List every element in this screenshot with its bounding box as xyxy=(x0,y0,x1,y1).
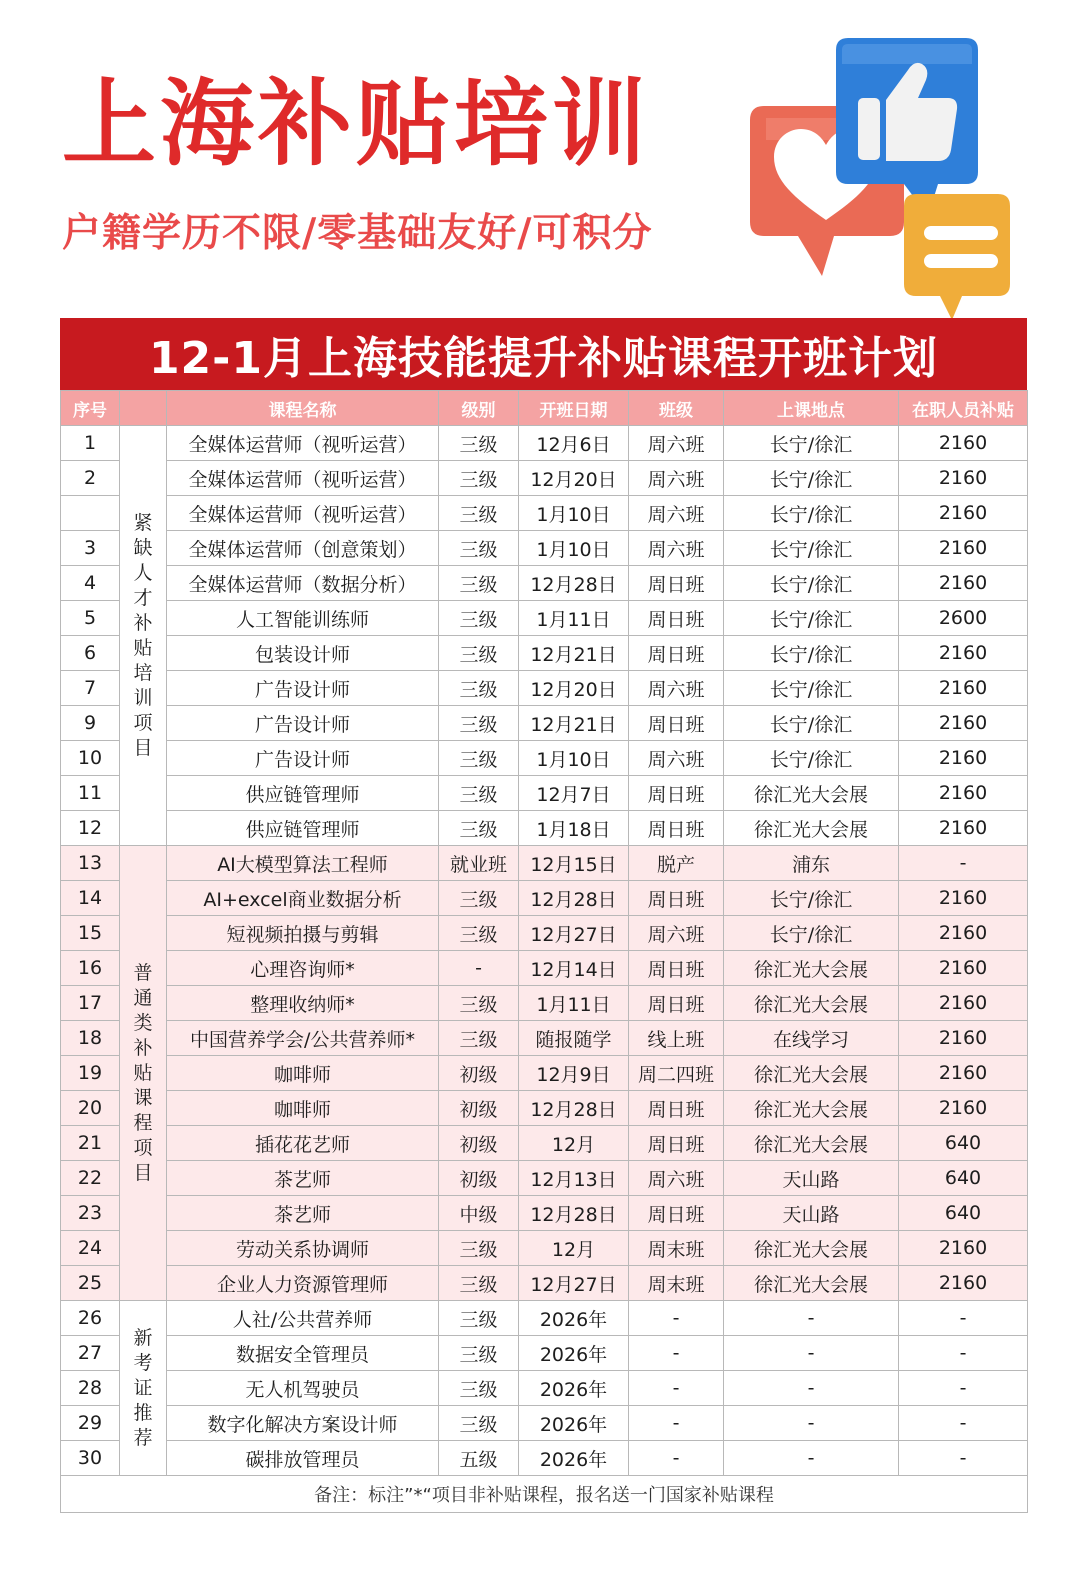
cell-subsidy: 640 xyxy=(899,1161,1028,1196)
cell-class: 周日班 xyxy=(629,706,724,741)
table-row xyxy=(61,1441,1028,1476)
table-row xyxy=(61,426,1028,461)
table-row xyxy=(61,1021,1028,1056)
cell-class: - xyxy=(629,1336,724,1371)
cell-level: 三级 xyxy=(439,496,519,531)
cell-course-name: 广告设计师 xyxy=(167,671,439,706)
cell-no xyxy=(61,496,120,531)
cell-place: 在线学习 xyxy=(724,1021,899,1056)
cell-class: 周六班 xyxy=(629,426,724,461)
cell-start-date: 12月20日 xyxy=(519,671,629,706)
cell-class: 周日班 xyxy=(629,636,724,671)
cell-class: 周六班 xyxy=(629,671,724,706)
cell-place: 徐汇光大会展 xyxy=(724,1126,899,1161)
table-row xyxy=(61,776,1028,811)
cell-place: 长宁/徐汇 xyxy=(724,566,899,601)
group-label-text: 紧缺人才补贴培训项目 xyxy=(133,511,153,759)
table-row xyxy=(61,1091,1028,1126)
cell-course-name: 人工智能训练师 xyxy=(167,601,439,636)
cell-no: 18 xyxy=(61,1021,120,1056)
cell-start-date: 1月10日 xyxy=(519,531,629,566)
cell-no: 16 xyxy=(61,951,120,986)
cell-no: 27 xyxy=(61,1336,120,1371)
cell-no: 25 xyxy=(61,1266,120,1301)
table-row xyxy=(61,881,1028,916)
cell-class: 周六班 xyxy=(629,741,724,776)
cell-level: 三级 xyxy=(439,426,519,461)
cell-start-date: 12月27日 xyxy=(519,916,629,951)
cell-no: 6 xyxy=(61,636,120,671)
table-row xyxy=(61,1231,1028,1266)
cell-course-name: 广告设计师 xyxy=(167,741,439,776)
cell-place: 浦东 xyxy=(724,846,899,881)
cell-place: 长宁/徐汇 xyxy=(724,741,899,776)
cell-level: 三级 xyxy=(439,1231,519,1266)
table-row xyxy=(61,566,1028,601)
cell-subsidy: 2160 xyxy=(899,1021,1028,1056)
table-row xyxy=(61,601,1028,636)
cell-class: 周六班 xyxy=(629,1161,724,1196)
cell-subsidy: - xyxy=(899,1336,1028,1371)
cell-course-name: 心理咨询师* xyxy=(167,951,439,986)
col-header-class: 班级 xyxy=(629,391,724,426)
cell-start-date: 12月7日 xyxy=(519,776,629,811)
course-schedule xyxy=(60,318,1027,1513)
table-row xyxy=(61,1161,1028,1196)
cell-level: 初级 xyxy=(439,1126,519,1161)
cell-subsidy: 2160 xyxy=(899,1231,1028,1266)
cell-place: 长宁/徐汇 xyxy=(724,601,899,636)
cell-no: 12 xyxy=(61,811,120,846)
cell-no: 5 xyxy=(61,601,120,636)
cell-no: 3 xyxy=(61,531,120,566)
table-row xyxy=(61,986,1028,1021)
cell-start-date: 1月18日 xyxy=(519,811,629,846)
cell-place: 天山路 xyxy=(724,1161,899,1196)
cell-start-date: 12月 xyxy=(519,1231,629,1266)
cell-course-name: 全媒体运营师（视听运营） xyxy=(167,461,439,496)
cell-subsidy: 2160 xyxy=(899,1091,1028,1126)
cell-level: 就业班 xyxy=(439,846,519,881)
cell-place: 徐汇光大会展 xyxy=(724,1266,899,1301)
table-row xyxy=(61,916,1028,951)
cell-subsidy: 2160 xyxy=(899,1266,1028,1301)
cell-course-name: 茶艺师 xyxy=(167,1196,439,1231)
cell-no: 2 xyxy=(61,461,120,496)
cell-level: 三级 xyxy=(439,1406,519,1441)
col-header-place: 上课地点 xyxy=(724,391,899,426)
cell-course-name: 数据安全管理员 xyxy=(167,1336,439,1371)
cell-place: 长宁/徐汇 xyxy=(724,916,899,951)
cell-subsidy: 2160 xyxy=(899,881,1028,916)
table-row xyxy=(61,1126,1028,1161)
cell-no: 7 xyxy=(61,671,120,706)
cell-place: - xyxy=(724,1441,899,1476)
table-row xyxy=(61,811,1028,846)
cell-class: - xyxy=(629,1371,724,1406)
cell-class: 周日班 xyxy=(629,951,724,986)
cell-course-name: 人社/公共营养师 xyxy=(167,1301,439,1336)
cell-place: 徐汇光大会展 xyxy=(724,811,899,846)
table-row xyxy=(61,1336,1028,1371)
table-row xyxy=(61,1301,1028,1336)
table-note: 备注：标注”*“项目非补贴课程，报名送一门国家补贴课程 xyxy=(61,1476,1028,1513)
cell-level: 三级 xyxy=(439,671,519,706)
cell-course-name: 无人机驾驶员 xyxy=(167,1371,439,1406)
cell-class: 周二四班 xyxy=(629,1056,724,1091)
cell-level: 三级 xyxy=(439,741,519,776)
cell-subsidy: - xyxy=(899,846,1028,881)
cell-level: 初级 xyxy=(439,1091,519,1126)
cell-place: - xyxy=(724,1406,899,1441)
cell-place: 徐汇光大会展 xyxy=(724,986,899,1021)
cell-start-date: 12月21日 xyxy=(519,706,629,741)
cell-level: 三级 xyxy=(439,1336,519,1371)
cell-level: 五级 xyxy=(439,1441,519,1476)
cell-start-date: 12月28日 xyxy=(519,1091,629,1126)
cell-place: 天山路 xyxy=(724,1196,899,1231)
cell-no: 15 xyxy=(61,916,120,951)
cell-start-date: 12月 xyxy=(519,1126,629,1161)
cell-no: 29 xyxy=(61,1406,120,1441)
cell-subsidy: 2160 xyxy=(899,776,1028,811)
cell-subsidy: 2160 xyxy=(899,426,1028,461)
cell-subsidy: - xyxy=(899,1406,1028,1441)
cell-subsidy: 2160 xyxy=(899,811,1028,846)
group-label xyxy=(120,1301,167,1476)
group-label xyxy=(120,846,167,1301)
table-row xyxy=(61,1266,1028,1301)
table-row xyxy=(61,741,1028,776)
col-header-subsidy: 在职人员补贴 xyxy=(899,391,1028,426)
cell-subsidy: 2160 xyxy=(899,916,1028,951)
table-row xyxy=(61,1371,1028,1406)
col-header-name: 课程名称 xyxy=(167,391,439,426)
cell-subsidy: 2160 xyxy=(899,1056,1028,1091)
cell-no: 13 xyxy=(61,846,120,881)
cell-level: 中级 xyxy=(439,1196,519,1231)
cell-class: 周日班 xyxy=(629,881,724,916)
cell-subsidy: 2160 xyxy=(899,671,1028,706)
cell-place: 长宁/徐汇 xyxy=(724,881,899,916)
cell-class: 周日班 xyxy=(629,601,724,636)
cell-course-name: 包装设计师 xyxy=(167,636,439,671)
table-row xyxy=(61,1196,1028,1231)
table-row xyxy=(61,671,1028,706)
table-row xyxy=(61,461,1028,496)
cell-class: 周六班 xyxy=(629,531,724,566)
cell-start-date: 12月28日 xyxy=(519,1196,629,1231)
cell-no: 17 xyxy=(61,986,120,1021)
table-row xyxy=(61,846,1028,881)
cell-place: 徐汇光大会展 xyxy=(724,1056,899,1091)
cell-subsidy: 2160 xyxy=(899,951,1028,986)
cell-start-date: 12月27日 xyxy=(519,1266,629,1301)
cell-place: 长宁/徐汇 xyxy=(724,706,899,741)
table-row xyxy=(61,706,1028,741)
table-header-row xyxy=(61,391,1028,426)
cell-subsidy: - xyxy=(899,1301,1028,1336)
cell-course-name: 供应链管理师 xyxy=(167,776,439,811)
cell-start-date: 2026年 xyxy=(519,1371,629,1406)
cell-subsidy: 2160 xyxy=(899,496,1028,531)
cell-class: 周末班 xyxy=(629,1231,724,1266)
cell-no: 14 xyxy=(61,881,120,916)
cell-level: 三级 xyxy=(439,811,519,846)
cell-start-date: 1月11日 xyxy=(519,601,629,636)
page-title: 上海补贴培训 xyxy=(62,70,651,179)
cell-place: 长宁/徐汇 xyxy=(724,496,899,531)
cell-subsidy: 2160 xyxy=(899,461,1028,496)
cell-course-name: 咖啡师 xyxy=(167,1056,439,1091)
cell-course-name: 企业人力资源管理师 xyxy=(167,1266,439,1301)
cell-start-date: 2026年 xyxy=(519,1441,629,1476)
cell-place: 长宁/徐汇 xyxy=(724,426,899,461)
cell-course-name: AI+excel商业数据分析 xyxy=(167,881,439,916)
cell-course-name: 全媒体运营师（创意策划） xyxy=(167,531,439,566)
cell-level: 三级 xyxy=(439,531,519,566)
group-label-text: 新考证推荐 xyxy=(133,1326,153,1449)
cell-no: 19 xyxy=(61,1056,120,1091)
table-row xyxy=(61,1056,1028,1091)
cell-course-name: 整理收纳师* xyxy=(167,986,439,1021)
table-body xyxy=(61,426,1028,1476)
cell-no: 28 xyxy=(61,1371,120,1406)
cell-place: 长宁/徐汇 xyxy=(724,531,899,566)
cell-subsidy: 2160 xyxy=(899,706,1028,741)
cell-no: 24 xyxy=(61,1231,120,1266)
cell-class: 周日班 xyxy=(629,1196,724,1231)
cell-no: 26 xyxy=(61,1301,120,1336)
cell-level: 三级 xyxy=(439,636,519,671)
cell-class: - xyxy=(629,1301,724,1336)
cell-class: 脱产 xyxy=(629,846,724,881)
note-row xyxy=(61,1476,1028,1513)
group-label xyxy=(120,426,167,846)
cell-class: - xyxy=(629,1406,724,1441)
col-header-group xyxy=(120,391,167,426)
table-row xyxy=(61,531,1028,566)
cell-course-name: 插花花艺师 xyxy=(167,1126,439,1161)
cell-no: 23 xyxy=(61,1196,120,1231)
cell-start-date: 2026年 xyxy=(519,1301,629,1336)
cell-no: 4 xyxy=(61,566,120,601)
cell-start-date: 12月13日 xyxy=(519,1161,629,1196)
message-bubble-icon xyxy=(904,194,1010,320)
cell-place: 长宁/徐汇 xyxy=(724,461,899,496)
cell-no: 21 xyxy=(61,1126,120,1161)
cell-course-name: 全媒体运营师（数据分析） xyxy=(167,566,439,601)
col-header-date: 开班日期 xyxy=(519,391,629,426)
cell-level: 三级 xyxy=(439,986,519,1021)
cell-class: 周日班 xyxy=(629,1091,724,1126)
table-row xyxy=(61,496,1028,531)
cell-class: 周日班 xyxy=(629,986,724,1021)
cell-start-date: 12月6日 xyxy=(519,426,629,461)
cell-level: 三级 xyxy=(439,881,519,916)
cell-start-date: 12月14日 xyxy=(519,951,629,986)
group-label-text: 普通类补贴课程项目 xyxy=(133,961,153,1184)
cell-start-date: 1月10日 xyxy=(519,741,629,776)
cell-start-date: 随报随学 xyxy=(519,1021,629,1056)
cell-course-name: 茶艺师 xyxy=(167,1161,439,1196)
cell-place: - xyxy=(724,1301,899,1336)
cell-subsidy: 2160 xyxy=(899,741,1028,776)
cell-class: 周日班 xyxy=(629,776,724,811)
cell-no: 11 xyxy=(61,776,120,811)
cell-course-name: 碳排放管理员 xyxy=(167,1441,439,1476)
cell-place: - xyxy=(724,1371,899,1406)
cell-level: 三级 xyxy=(439,1266,519,1301)
cell-class: 周日班 xyxy=(629,811,724,846)
cell-start-date: 2026年 xyxy=(519,1406,629,1441)
cell-subsidy: - xyxy=(899,1371,1028,1406)
cell-course-name: 全媒体运营师（视听运营） xyxy=(167,426,439,461)
table-row xyxy=(61,951,1028,986)
cell-place: 徐汇光大会展 xyxy=(724,776,899,811)
cell-course-name: 数字化解决方案设计师 xyxy=(167,1406,439,1441)
cell-subsidy: 2160 xyxy=(899,986,1028,1021)
cell-no: 20 xyxy=(61,1091,120,1126)
cell-course-name: AI大模型算法工程师 xyxy=(167,846,439,881)
cell-subsidy: 2160 xyxy=(899,531,1028,566)
cell-class: 线上班 xyxy=(629,1021,724,1056)
cell-class: 周六班 xyxy=(629,496,724,531)
cell-start-date: 1月11日 xyxy=(519,986,629,1021)
cell-start-date: 12月28日 xyxy=(519,566,629,601)
table-banner: 12-1月上海技能提升补贴课程开班计划 xyxy=(60,318,1027,390)
cell-subsidy: - xyxy=(899,1441,1028,1476)
cell-level: 三级 xyxy=(439,706,519,741)
cell-class: - xyxy=(629,1441,724,1476)
cell-no: 22 xyxy=(61,1161,120,1196)
cell-class: 周日班 xyxy=(629,566,724,601)
cell-place: - xyxy=(724,1336,899,1371)
cell-start-date: 12月28日 xyxy=(519,881,629,916)
cell-level: 三级 xyxy=(439,1301,519,1336)
cell-level: 三级 xyxy=(439,601,519,636)
cell-level: 三级 xyxy=(439,776,519,811)
cell-level: 三级 xyxy=(439,566,519,601)
cell-subsidy: 2160 xyxy=(899,566,1028,601)
cell-level: - xyxy=(439,951,519,986)
cell-course-name: 咖啡师 xyxy=(167,1091,439,1126)
cell-class: 周末班 xyxy=(629,1266,724,1301)
col-header-level: 级别 xyxy=(439,391,519,426)
cell-class: 周日班 xyxy=(629,1126,724,1161)
cell-no: 1 xyxy=(61,426,120,461)
cell-level: 初级 xyxy=(439,1056,519,1091)
cell-start-date: 12月20日 xyxy=(519,461,629,496)
cell-subsidy: 2160 xyxy=(899,636,1028,671)
cell-place: 徐汇光大会展 xyxy=(724,1231,899,1266)
cell-course-name: 劳动关系协调师 xyxy=(167,1231,439,1266)
page-subtitle: 户籍学历不限/零基础友好/可积分 xyxy=(62,211,653,256)
cell-place: 徐汇光大会展 xyxy=(724,1091,899,1126)
cell-subsidy: 640 xyxy=(899,1126,1028,1161)
col-header-no: 序号 xyxy=(61,391,120,426)
cell-no: 10 xyxy=(61,741,120,776)
table-row xyxy=(61,636,1028,671)
cell-place: 徐汇光大会展 xyxy=(724,951,899,986)
cell-class: 周六班 xyxy=(629,916,724,951)
cell-start-date: 2026年 xyxy=(519,1336,629,1371)
cell-level: 三级 xyxy=(439,461,519,496)
cell-course-name: 中国营养学会/公共营养师* xyxy=(167,1021,439,1056)
cell-place: 长宁/徐汇 xyxy=(724,671,899,706)
cell-place: 长宁/徐汇 xyxy=(724,636,899,671)
social-bubbles-illustration xyxy=(740,30,1040,330)
cell-start-date: 12月15日 xyxy=(519,846,629,881)
cell-class: 周六班 xyxy=(629,461,724,496)
cell-start-date: 12月9日 xyxy=(519,1056,629,1091)
cell-course-name: 广告设计师 xyxy=(167,706,439,741)
table-row xyxy=(61,1406,1028,1441)
cell-subsidy: 2600 xyxy=(899,601,1028,636)
cell-course-name: 短视频拍摄与剪辑 xyxy=(167,916,439,951)
cell-start-date: 1月10日 xyxy=(519,496,629,531)
cell-no: 9 xyxy=(61,706,120,741)
cell-level: 三级 xyxy=(439,1371,519,1406)
cell-level: 初级 xyxy=(439,1161,519,1196)
cell-level: 三级 xyxy=(439,1021,519,1056)
course-table xyxy=(60,390,1028,1513)
cell-course-name: 供应链管理师 xyxy=(167,811,439,846)
cell-no: 30 xyxy=(61,1441,120,1476)
cell-subsidy: 640 xyxy=(899,1196,1028,1231)
cell-course-name: 全媒体运营师（视听运营） xyxy=(167,496,439,531)
cell-start-date: 12月21日 xyxy=(519,636,629,671)
cell-level: 三级 xyxy=(439,916,519,951)
